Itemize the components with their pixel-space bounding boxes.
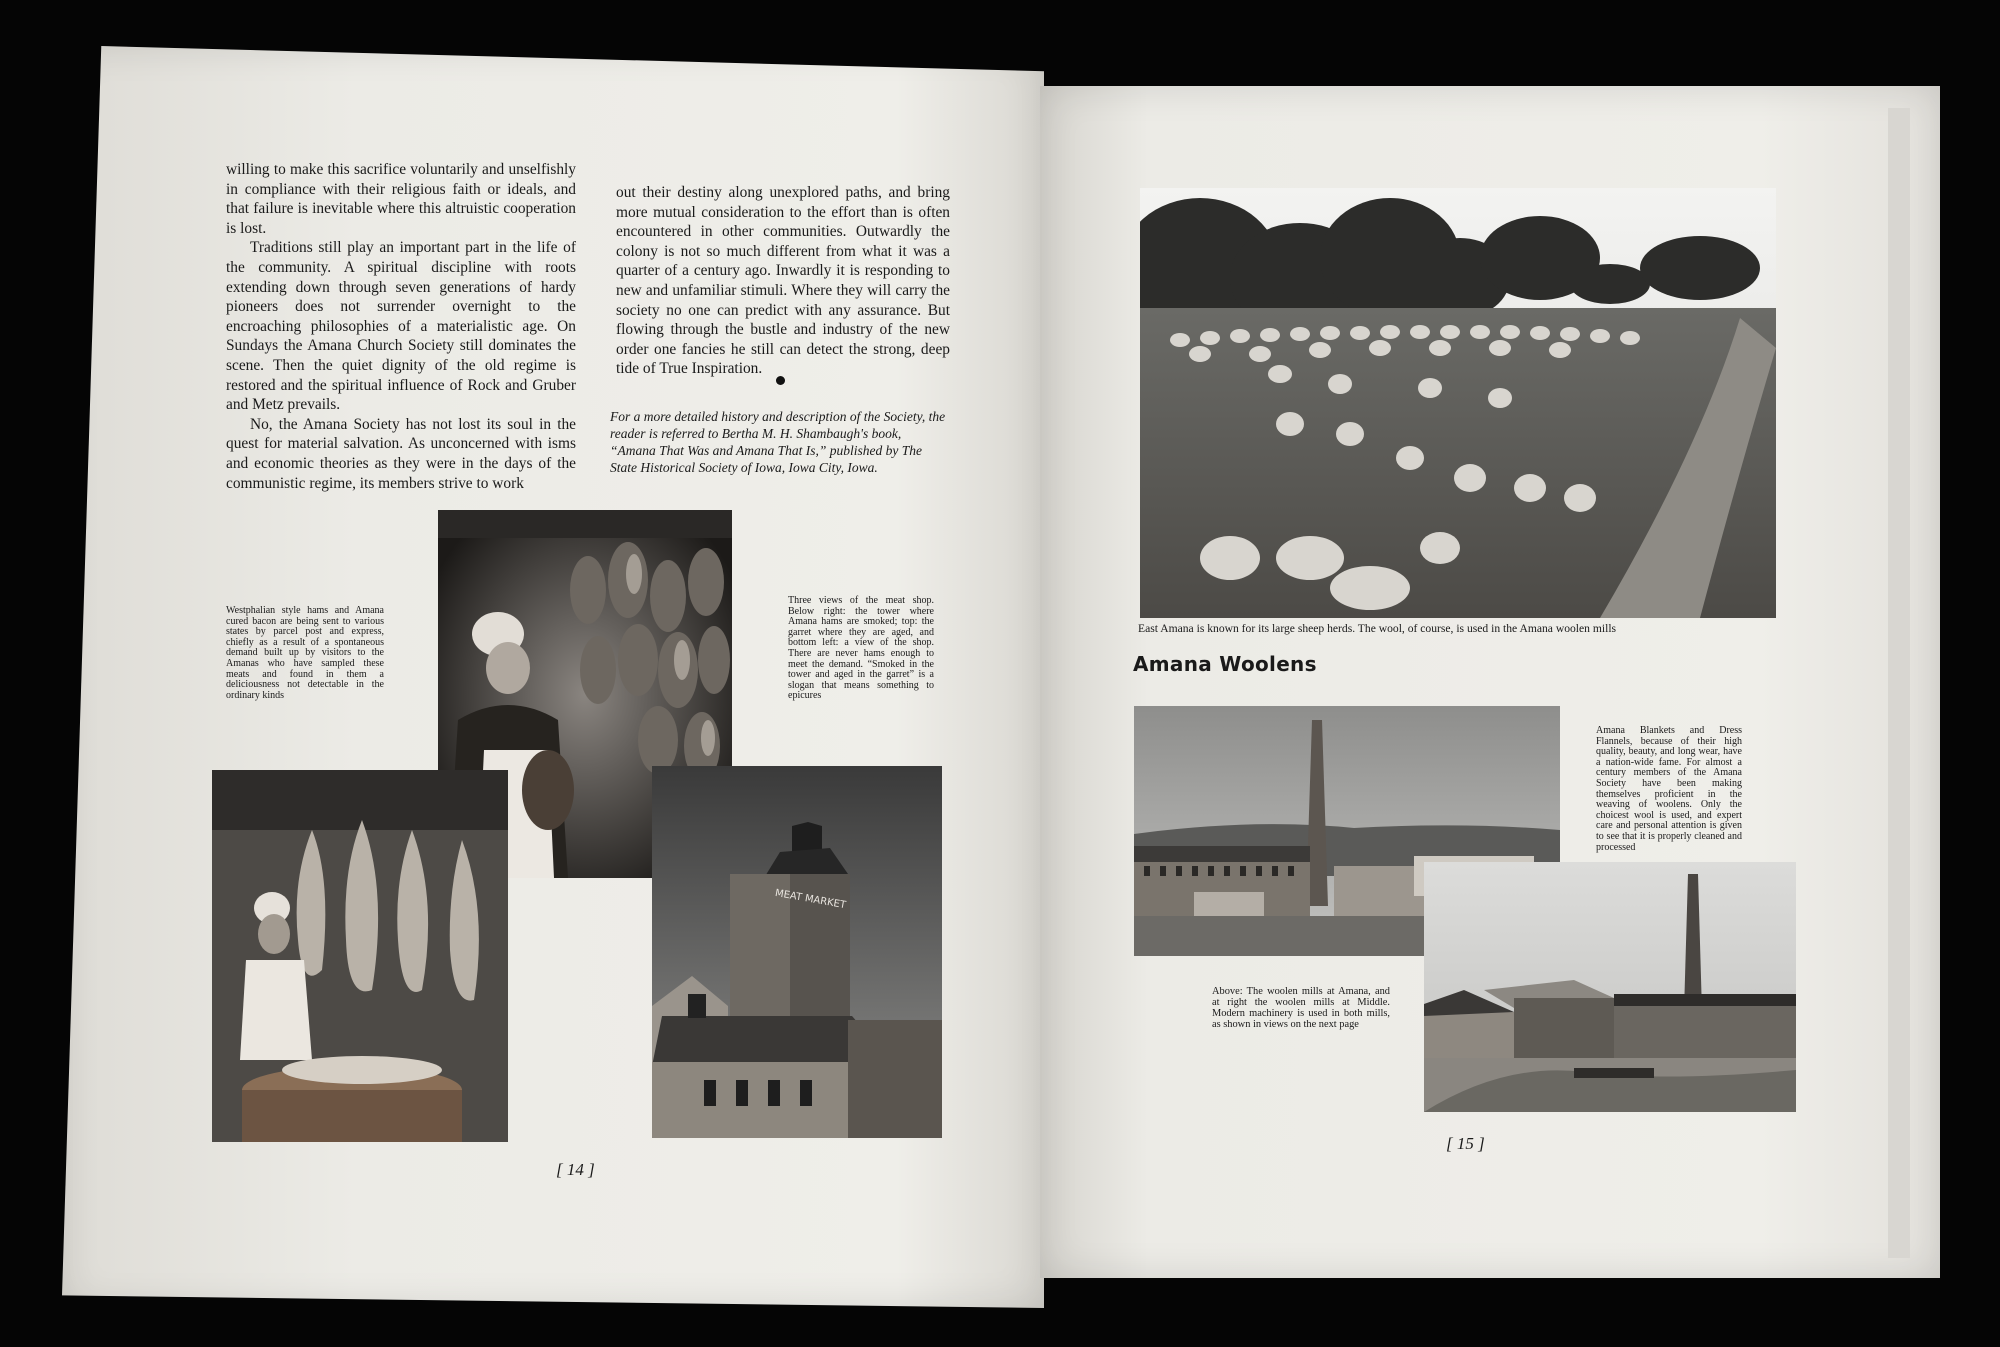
photo-woolen-mills-middle xyxy=(1424,862,1796,1112)
reference-note: For a more detailed history and description of the Society, the reader is referred to Bertha M. H. Shambaugh's book, “Amana That Was and Amana That Is,” published by The State Historical Society of Iowa, Iowa City, Iowa. xyxy=(610,409,946,475)
caption-blankets: Amana Blankets and Dress Flannels, because of their high quality, beauty, and long wear, have a nation-wide fame. For almost a century members of the Amana Society have been making themselves proficient in the weaving of woolens. Only the choicest wool is used, and expert care and personal attention is given to see that it is properly cleaned and processed xyxy=(1596,725,1742,853)
paragraph: No, the Amana Society has not lost its soul in the quest for material salvation. As unconcerned with isms and economic theories as they were in the days of the communistic regime, its members strive to work xyxy=(226,415,576,492)
body-column-1 xyxy=(226,160,576,493)
paragraph: Traditions still play an important part in the life of the community. A spiritual discipline with roots extending down through seven generations of hardy pioneers does not surrender overnight to the encroaching philosophies of a materialistic age. On Sundays the Amana Church Society still dominates the scene. Then the quiet dignity of the old regime is restored and the spiritual influence of Rock and Gruber and Metz prevails. xyxy=(226,239,576,414)
caption-meat-shop: Three views of the meat shop. Below right: the tower where Amana hams are smoked; top: the garret where they are aged, and bottom left: a view of the shop. There are never hams enough to meet the demand. “Smoked in the tower and aged in the garret” is a slogan that means something to epicures xyxy=(788,595,934,702)
page-number: [ 14 ] xyxy=(556,1160,595,1179)
page-number: [ 15 ] xyxy=(1446,1134,1485,1153)
paragraph: willing to make this sacrifice voluntarily and unselfishly in compliance with their religious faith or ideals, and that failure is inevitable where this altruistic cooperation is lost. xyxy=(226,161,576,237)
photo-meat-shop xyxy=(212,770,508,1142)
page-edge xyxy=(1888,108,1910,1258)
body-column-2 xyxy=(616,183,950,379)
caption-hams: Westphalian style hams and Amana cured bacon are being sent to various states by parcel post and express, chiefly as a result of a spontaneous demand built up by visitors to the Amanas who have sampled these meats and found in them a deliciousness not detectable in the ordinary kinds xyxy=(226,605,384,701)
caption-sheep: East Amana is known for its large sheep herds. The wool, of course, is used in the Amana woolen mills xyxy=(1138,622,1617,635)
photo-meat-market-tower xyxy=(652,766,942,1138)
caption-mills: Above: The woolen mills at Amana, and at right the woolen mills at Middle. Modern machinery is used in both mills, as shown in views on the next page xyxy=(1212,986,1390,1030)
photo-sheep-herd xyxy=(1140,188,1776,618)
section-bullet xyxy=(776,376,785,385)
building-sign: MEAT MARKET xyxy=(774,887,847,912)
section-heading: Amana Woolens xyxy=(1133,652,1317,676)
paragraph: out their destiny along unexplored paths, and bring more mutual consideration to the effort than is often encountered in other communities. Outwardly the colony is not so much different from what it was a quarter of a century ago. Inwardly it is responding to new and unfamiliar stimuli. Where they will carry the society no one can predict with any assurance. But flowing through the bustle and industry of the new order one fancies he still can detect the strong, deep tide of True Inspiration. xyxy=(616,184,950,378)
